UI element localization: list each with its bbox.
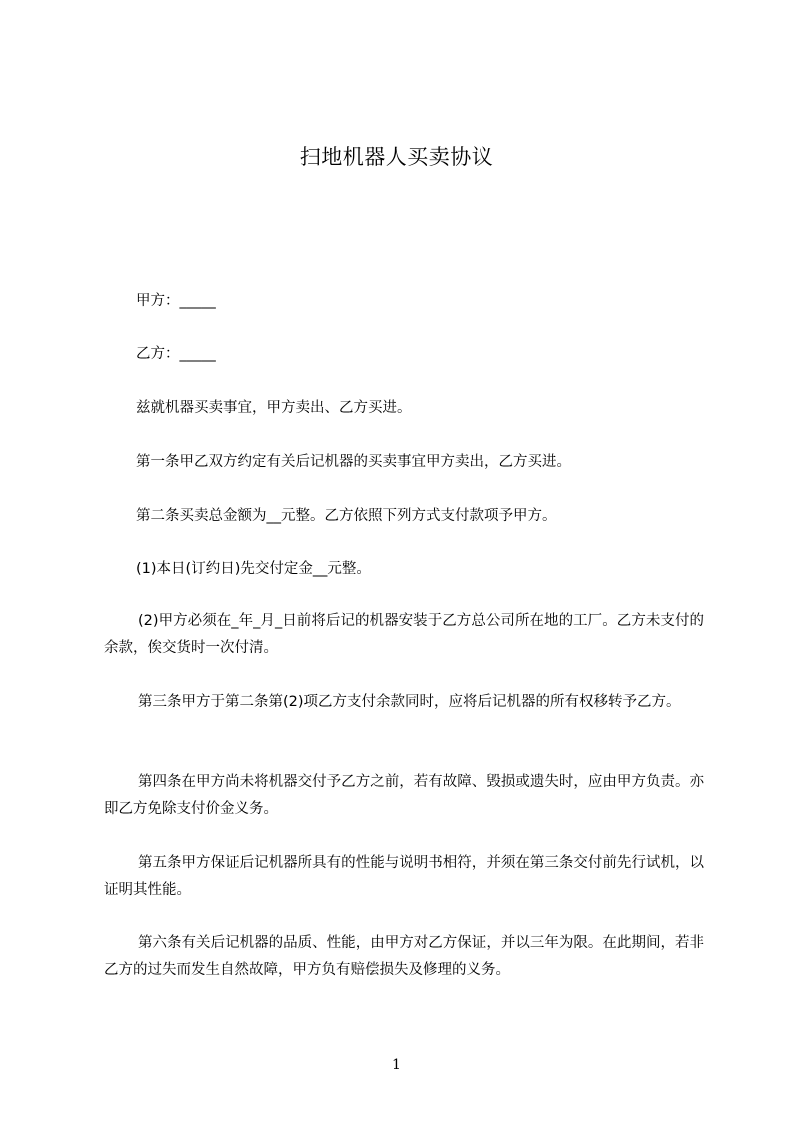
party-a-line: 甲方：_____ bbox=[136, 293, 216, 309]
article-3-paragraph: 第三条甲方于第二条第(2)项乙方支付余款同时，应将后记机器的所有权移转予乙方。 bbox=[138, 694, 681, 710]
article-1-paragraph: 第一条甲乙双方约定有关后记机器的买卖事宜甲方卖出，乙方买进。 bbox=[136, 454, 571, 470]
article-5-paragraph: 第五条甲方保证后记机器所具有的性能与说明书相符，并须在第三条交付前先行试机，以证明其性能。 bbox=[104, 855, 704, 898]
article-4-paragraph: 第四条在甲方尚未将机器交付予乙方之前，若有故障、毁损或遗失时，应由甲方负责。亦即乙方免除支付价金义务。 bbox=[104, 774, 704, 817]
article-2-paragraph: 第二条买卖总金额为__元整。乙方依照下列方式支付款项予甲方。 bbox=[136, 508, 557, 524]
page-number: 1 bbox=[392, 1057, 401, 1073]
document-title: 扫地机器人买卖协议 bbox=[299, 145, 494, 169]
article-6-paragraph: 第六条有关后记机器的品质、性能，由甲方对乙方保证，并以三年为限。在此期间，若非乙方的过失而发生自然故障，甲方负有赔偿损失及修理的义务。 bbox=[104, 935, 704, 978]
party-b-line: 乙方：_____ bbox=[136, 346, 216, 362]
article-2-item-2-paragraph: (2)甲方必须在_年_月_日前将后记的机器安装于乙方总公司所在地的工厂。乙方未支付的余款，俟交货时一次付清。 bbox=[104, 613, 704, 656]
article-2-item-1-paragraph: (1)本日(订约日)先交付定金__元整。 bbox=[136, 561, 371, 577]
preamble-paragraph: 兹就机器买卖事宜，甲方卖出、乙方买进。 bbox=[136, 400, 412, 416]
